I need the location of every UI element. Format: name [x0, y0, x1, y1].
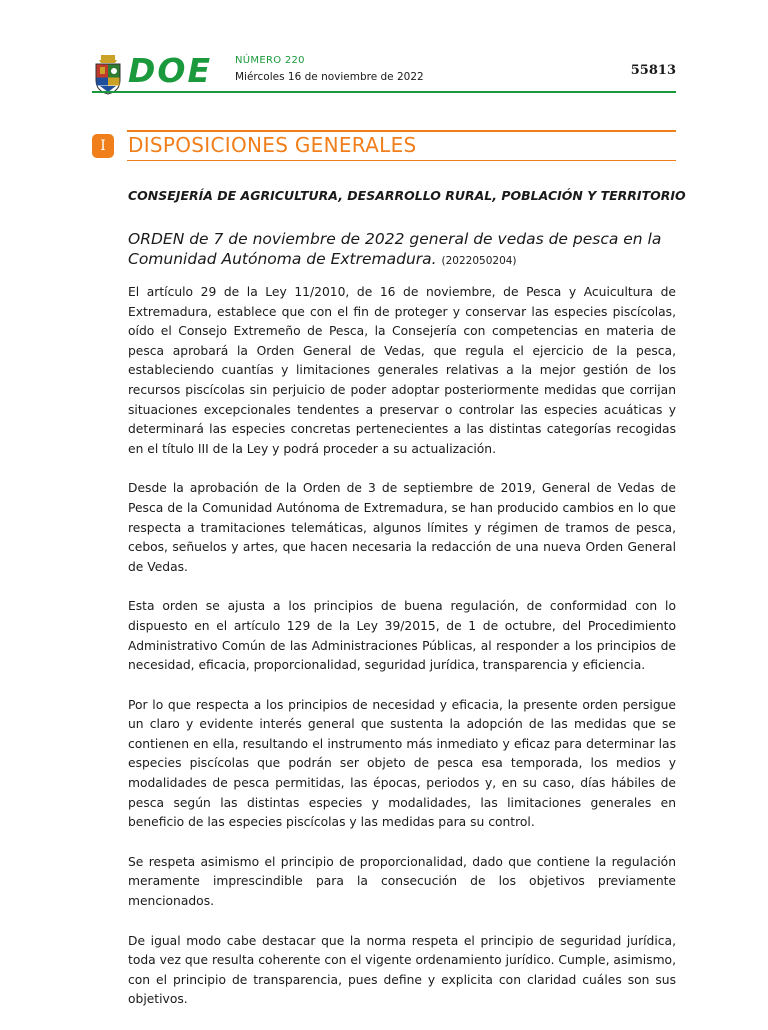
header-divider: [92, 91, 676, 93]
coat-of-arms-icon: [92, 55, 124, 95]
doe-logo: DOE: [128, 51, 212, 90]
order-title-block: [128, 229, 678, 271]
issue-number: NÚMERO 220: [235, 55, 305, 66]
document-body: [128, 283, 676, 1030]
section-number-badge: I: [92, 134, 114, 158]
paragraph: Esta orden se ajusta a los principios de buena regulación, de conformidad con lo dispuesto en el artículo 129 de la Ley 39/2015, de 1 de octubre, del Procedimiento Administrativo Común de las Administraciones Públicas, al responder a los principios de necesidad, eficacia, proporcionalidad, seguridad jurídica, transparencia y eficiencia.: [128, 599, 676, 673]
paragraph: El artículo 29 de la Ley 11/2010, de 16 de noviembre, de Pesca y Acuicultura de Extremadura, establece que con el fin de proteger y conservar las especies piscícolas, oído el Consejo Extremeño de Pesca, la Consejería con competencias en materia de pesca aprobará la Orden General de Vedas, que regula el ejercicio de la pesca, estableciendo cuantías y limitaciones generales relativas a la mejor gestión de los recursos piscícolas sin perjuicio de poder adoptar posteriormente medidas que corrijan situaciones excepcionales tendentes a preservar o controlar las especies acuáticas y determinará las especies concretas pertenecientes a las distintas categorías recogidas en el título III de la Ley y podrá proceder a su actualización.: [128, 285, 676, 456]
section-heading: [92, 130, 676, 162]
section-title: DISPOSICIONES GENERALES: [128, 133, 417, 157]
paragraph: Por lo que respecta a los principios de necesidad y eficacia, la presente orden persigue un claro y evidente interés general que sustenta la adopción de las medidas que se contienen en ella, resultando el instrumento más inmediato y eficaz para determinar las especies piscícolas que podrán ser objeto de pesca esa temporada, los medios y modalidades de pesca permitidas, las épocas, periodos y, en su caso, días hábiles de pesca según las distintas especies y modalidades, las limitaciones generales en beneficio de las especies piscícolas y las medidas para su control.: [128, 697, 676, 830]
bulletin-header: [92, 51, 676, 93]
section-bottom-rule: [127, 160, 676, 161]
section-top-rule: [127, 130, 676, 132]
order-title: ORDEN de 7 de noviembre de 2022 general de vedas de pesca en la Comunidad Autónoma de Extremadura.: [128, 230, 662, 268]
paragraph: Desde la aprobación de la Orden de 3 de septiembre de 2019, General de Vedas de Pesca de la Comunidad Autónoma de Extremadura, se han producido cambios en lo que respecta a tramitaciones telemáticas, algunos límites y régimen de tramos de pesca, cebos, señuelos y artes, que hacen necesaria la redacción de una nueva Orden General de Vedas.: [128, 481, 676, 574]
issue-date: Miércoles 16 de noviembre de 2022: [235, 71, 424, 83]
order-code: (2022050204): [441, 255, 517, 267]
paragraph: Se respeta asimismo el principio de proporcionalidad, dado que contiene la regulación meramente imprescindible para la consecución de los objetivos previamente mencionados.: [128, 854, 676, 909]
paragraph: De igual modo cabe destacar que la norma respeta el principio de seguridad jurídica, toda vez que resulta coherente con el vigente ordenamiento jurídico. Cumple, asimismo, con el principio de transparencia, pues define y explicita con claridad cuáles son sus objetivos.: [128, 933, 676, 1007]
page-number: 55813: [630, 63, 676, 78]
department-name: CONSEJERÍA DE AGRICULTURA, DESARROLLO RURAL, POBLACIÓN Y TERRITORIO: [128, 188, 686, 203]
